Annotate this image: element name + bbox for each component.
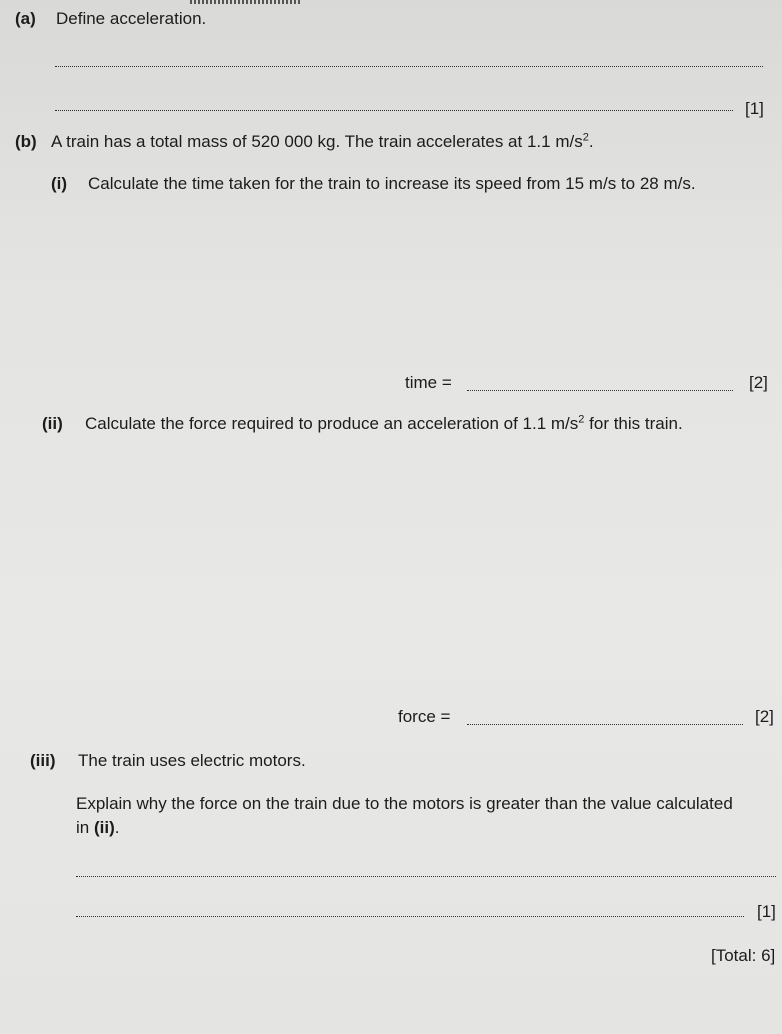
part-a-marks: [1] xyxy=(745,99,764,118)
part-b-i-marks: [2] xyxy=(749,373,768,392)
part-b-iii-question-line-1: Explain why the force on the train due to the motors is greater than the value calculated xyxy=(76,794,733,813)
time-answer-line[interactable] xyxy=(467,390,733,391)
part-b-label: (b) xyxy=(15,132,37,151)
total-marks: [Total: 6] xyxy=(711,946,776,965)
top-edge-strip xyxy=(190,0,300,4)
part-b-iii-marks: [1] xyxy=(757,902,776,921)
answer-line-iii-1[interactable] xyxy=(76,876,776,877)
part-b-ii-question: Calculate the force required to produce an acceleration of 1.1 $m/s^2$ for this train. xyxy=(85,413,683,433)
part-b-stem: A train has a total mass of 520 000 kg. The train accelerates at 1.1 $m/s^2$. xyxy=(51,131,594,151)
answer-line-a-2[interactable] xyxy=(55,110,733,111)
part-a-question: Define acceleration. xyxy=(56,9,207,28)
part-b-iii-label: (iii) xyxy=(30,751,56,770)
answer-line-iii-2[interactable] xyxy=(76,916,744,917)
part-ref-ii: (ii) xyxy=(93,818,115,837)
part-b-ii-marks: [2] xyxy=(755,707,774,726)
part-b-iii-statement: The train uses electric motors. xyxy=(78,751,306,770)
part-b-i-question: Calculate the time taken for the train to increase its speed from 15 m/s to 28 m/s. xyxy=(88,174,696,193)
answer-line-a-1[interactable] xyxy=(55,66,763,67)
force-answer-line[interactable] xyxy=(467,724,743,725)
force-answer-label: force = xyxy=(398,707,451,726)
part-b-ii-label: (ii) xyxy=(42,414,63,433)
time-answer-label: time = xyxy=(405,373,452,392)
part-b-iii-question-line-2: in (ii). xyxy=(76,818,120,837)
part-a-label: (a) xyxy=(15,9,36,28)
part-b-i-label: (i) xyxy=(51,174,68,193)
